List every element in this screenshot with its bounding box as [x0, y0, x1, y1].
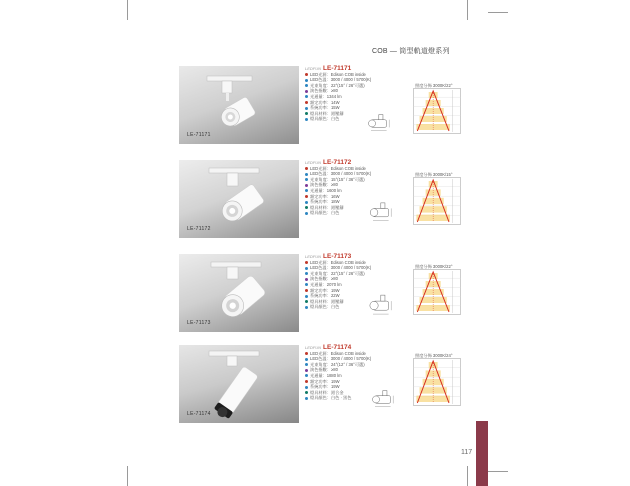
bullet-icon — [305, 300, 308, 303]
bullet-icon — [305, 272, 308, 275]
bullet-icon — [305, 267, 308, 270]
spec-text: 燈具材料：鋁壓鑄 — [310, 110, 344, 116]
spec-text: LED色溫：3000 / 4000 / 5700(K) — [310, 171, 372, 177]
page-header-title: COB — 筒型軌道燈系列 — [372, 48, 450, 55]
bullet-icon — [305, 118, 308, 121]
spec-text: 演色指數：≥80 — [310, 182, 338, 188]
spec-text: LED光源：Edison COB inside — [310, 165, 366, 171]
bullet-icon — [305, 167, 308, 170]
crop-mark-top-right-v — [467, 0, 468, 20]
bullet-icon — [305, 212, 308, 215]
spec-text: 系統功率：15W — [310, 105, 340, 111]
product-photo-4 — [179, 345, 299, 423]
bullet-icon — [305, 84, 308, 87]
crop-mark-bottom-right-v — [467, 466, 468, 486]
product-photo-label: LE-71173 — [187, 320, 211, 326]
bullet-icon — [305, 397, 308, 400]
bullet-icon — [305, 391, 308, 394]
bullet-icon — [305, 374, 308, 377]
chart-title-1: 照度分佈 3000K/22° — [415, 83, 453, 88]
bullet-icon — [305, 112, 308, 115]
spec-text: 燈具材料：鋁壓鑄 — [310, 204, 344, 210]
spec-text: LED光源：Edison COB inside — [310, 350, 366, 356]
illuminance-chart-1 — [413, 88, 461, 134]
illuminance-chart-2 — [413, 177, 461, 225]
bullet-icon — [305, 101, 308, 104]
spec-text: 額定功率：14W — [310, 99, 340, 105]
spec-text: 光通量：1344 lm — [310, 93, 342, 99]
spec-text: 光束角度：22°(15° / 26°可選) — [310, 82, 365, 88]
spec-text: 系統功率：19W — [310, 384, 340, 390]
spec-text: LED光源：Edison COB inside — [310, 259, 366, 265]
bullet-icon — [305, 73, 308, 76]
spec-text: 演色指數：≥80 — [310, 276, 338, 282]
spec-text: 燈具材料：鋁壓鑄 — [310, 298, 344, 304]
bullet-icon — [305, 261, 308, 264]
bullet-icon — [305, 206, 308, 209]
spec-text: 系統功率：22W — [310, 293, 340, 299]
bullet-icon — [305, 201, 308, 204]
crop-mark-bottom-left-v — [127, 466, 128, 486]
spec-text: LED色溫：3000 / 4000 / 5700(K) — [310, 77, 372, 83]
page-number: 117 — [461, 449, 473, 456]
product-photo-label: LE-71174 — [187, 411, 211, 417]
illuminance-chart-4 — [413, 358, 461, 406]
dimension-drawing-2 — [360, 200, 412, 224]
spec-text: LED光源：Edison COB inside — [310, 71, 366, 77]
spec-text: 燈具顏色：白色 — [310, 304, 340, 310]
model-number: LE-71174 — [323, 344, 352, 351]
spec-text: LED色溫：3000 / 4000 / 5700(K) — [310, 265, 372, 271]
chart-title-4: 照度分佈 3000K/24° — [415, 353, 453, 358]
page-accent-bar — [476, 421, 488, 486]
bullet-icon — [305, 380, 308, 383]
crop-mark-bottom-right-h — [488, 471, 508, 472]
bullet-icon — [305, 189, 308, 192]
spec-text: 光束角度：15°(15° / 36°可選) — [310, 176, 365, 182]
spec-text: 光通量：1880 lm — [310, 372, 342, 378]
brand-logo: LEDFUN — [305, 160, 322, 165]
spec-text: 光通量：2070 lm — [310, 281, 342, 287]
product-photo-1 — [179, 66, 299, 144]
model-number: LE-71172 — [323, 159, 352, 166]
bullet-icon — [305, 107, 308, 110]
crop-mark-top-right-h — [488, 12, 508, 13]
spec-text: 光束角度：24°(12° / 36°可選) — [310, 361, 365, 367]
dimension-drawing-3 — [360, 292, 412, 318]
illuminance-chart-3 — [413, 269, 461, 315]
spec-text: 光通量：1600 lm — [310, 187, 342, 193]
dimension-drawing-4 — [362, 388, 414, 410]
model-number: LE-71173 — [323, 253, 352, 260]
spec-text: 燈具材料：鋁合金 — [310, 389, 344, 395]
spec-text: 系統功率：18W — [310, 199, 340, 205]
model-number: LE-71171 — [323, 65, 352, 72]
bullet-icon — [305, 352, 308, 355]
bullet-icon — [305, 79, 308, 82]
bullet-icon — [305, 295, 308, 298]
spec-text: 額定功率：19W — [310, 287, 340, 293]
bullet-icon — [305, 90, 308, 93]
spec-text: 燈具顏色：白色 — [310, 210, 340, 216]
product-photo-label: LE-71171 — [187, 132, 211, 138]
product-photo-2 — [179, 160, 299, 238]
bullet-icon — [305, 178, 308, 181]
brand-logo: LEDFUN — [305, 345, 322, 350]
brand-logo: LEDFUN — [305, 66, 322, 71]
product-photo-3 — [179, 254, 299, 332]
product-photo-label: LE-71172 — [187, 226, 211, 232]
spec-text: LED色溫：3000 / 4000 / 5700(K) — [310, 356, 372, 362]
bullet-icon — [305, 369, 308, 372]
bullet-icon — [305, 386, 308, 389]
chart-title-3: 照度分佈 3000K/22° — [415, 264, 453, 269]
bullet-icon — [305, 306, 308, 309]
dimension-drawing-1 — [358, 112, 410, 134]
bullet-icon — [305, 278, 308, 281]
crop-mark-top-left-v — [127, 0, 128, 20]
bullet-icon — [305, 358, 308, 361]
bullet-icon — [305, 195, 308, 198]
spec-text: 光束角度：22°(15° / 26°可選) — [310, 270, 365, 276]
spec-text: 燈具顏色：白色 · 黑色 — [310, 395, 352, 401]
spec-text: 燈具顏色：白色 — [310, 116, 340, 122]
chart-title-2: 照度分佈 3000K/15° — [415, 172, 453, 177]
bullet-icon — [305, 289, 308, 292]
brand-logo: LEDFUN — [305, 254, 322, 259]
bullet-icon — [305, 95, 308, 98]
spec-text: 演色指數：≥80 — [310, 88, 338, 94]
spec-text: 額定功率：19W — [310, 378, 340, 384]
spec-text: 演色指數：≥80 — [310, 367, 338, 373]
bullet-icon — [305, 363, 308, 366]
bullet-icon — [305, 184, 308, 187]
bullet-icon — [305, 173, 308, 176]
bullet-icon — [305, 283, 308, 286]
spec-text: 額定功率：16W — [310, 193, 340, 199]
